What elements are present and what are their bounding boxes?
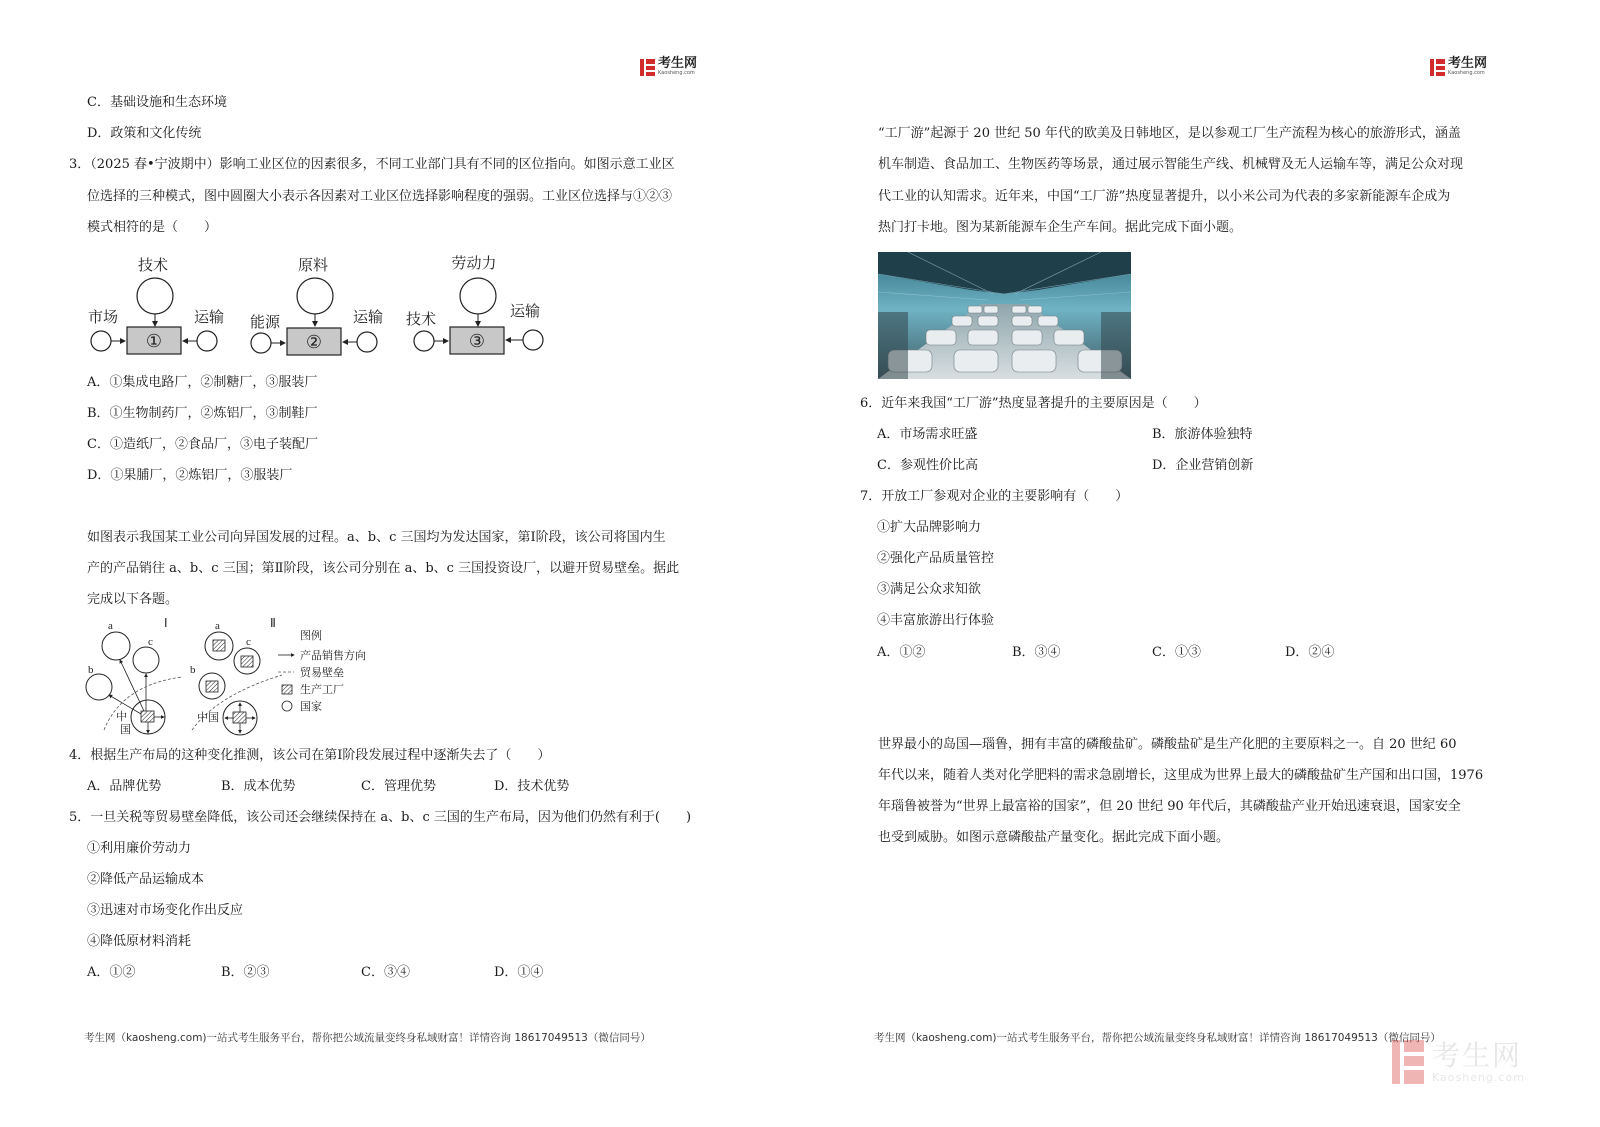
mode-1-right-label: 运输 xyxy=(193,310,225,326)
mode-2-number: ② xyxy=(305,332,323,352)
china-factory-stage1 xyxy=(141,711,154,722)
nauru-passage-line: 年代以来，随着人类对化学肥料的需求急剧增长，这里成为世界上最大的磷酸盐矿生产国和出口国，1976 xyxy=(878,768,1484,783)
page-footer-left: 考生网（kaosheng.com)一站式考生服务平台，帮你把公域流量变终身私域财富！详情咨询 18617049513（微信同号） xyxy=(84,1032,651,1044)
legend-factory-icon xyxy=(282,685,292,694)
mode-2 xyxy=(250,257,383,355)
q5-option-b: B．②③ xyxy=(221,965,270,980)
nauru-passage-line: 也受到威胁。如图示意磷酸盐产量变化。据此完成下面小题。 xyxy=(878,830,1230,845)
mode-3-number: ③ xyxy=(468,331,486,351)
mode-3-right-circle xyxy=(523,330,543,350)
q5-option-a: A．①② xyxy=(87,965,136,980)
page-footer-right: 考生网（kaosheng.com)一站式考生服务平台，帮你把公域流量变终身私域财富！详情咨询 18617049513（微信同号） xyxy=(874,1032,1441,1044)
q6-stem: 6．近年来我国“工厂游”热度显著提升的主要原因是（ ） xyxy=(860,396,1207,411)
nauru-passage-line: 世界最小的岛国—瑙鲁，拥有丰富的磷酸盐矿。磷酸盐矿是生产化肥的主要原料之一。自 20 世纪 60 xyxy=(878,737,1457,752)
q5-stem: 5．一旦关税等贸易壁垒降低，该公司还会继续保持在 a、b、c 三国的生产布局，因为他们仍然有利于( ) xyxy=(69,810,692,825)
q5-option-d: D．①④ xyxy=(494,965,544,980)
q4-stem: 4．根据生产布局的这种变化推测，该公司在第Ⅰ阶段发展过程中逐渐失去了（ ） xyxy=(69,748,551,763)
mode-1 xyxy=(88,257,224,354)
stage-2-label: Ⅱ xyxy=(270,616,276,630)
china-label-full: 中国 xyxy=(197,712,219,724)
passage2-line: 产的产品销往 a、b、c 三国；第Ⅱ阶段，该公司分别在 a、b、c 三国投资设厂，以避开贸易壁垒。据此 xyxy=(87,561,680,576)
factory-tour-passage-line: “工厂游”起源于 20 世纪 50 年代的欧美及日韩地区，是以参观工厂生产流程为核心的旅游形式，涵盖 xyxy=(878,126,1461,141)
factory-b xyxy=(206,681,218,692)
factory-tour-passage-line: 代工业的认知需求。近年来，中国“工厂游”热度显著提升，以小米公司为代表的多家新能源车企成为 xyxy=(878,189,1451,204)
mode-3-left-circle xyxy=(414,331,434,351)
q2-option-c: C．基础设施和生态环境 xyxy=(87,95,227,110)
watermark xyxy=(1392,1040,1525,1084)
country-a-label: a xyxy=(108,620,113,632)
factory-c xyxy=(241,656,253,667)
watermark-logo-icon xyxy=(1392,1040,1424,1084)
q4-option-d: D．技术优势 xyxy=(494,779,570,794)
china-factory-stage2 xyxy=(233,712,246,723)
logo-text: 考生网 xyxy=(658,56,698,71)
mode-1-left-circle xyxy=(91,331,111,351)
legend-factory: 生产工厂 xyxy=(300,684,344,696)
q2-option-d: D．政策和文化传统 xyxy=(87,126,202,141)
mode-2-right-label: 运输 xyxy=(352,310,384,326)
q7-option-c: C．①③ xyxy=(1152,645,1201,660)
q5-item: ①利用廉价劳动力 xyxy=(87,841,192,856)
q3-stem-line: 位选择的三种模式，图中圆圈大小表示各因素对工业区位选择影响程度的强弱。工业区位选择与①②③ xyxy=(87,189,673,204)
q5-item: ②降低产品运输成本 xyxy=(87,872,205,887)
legend-country: 国家 xyxy=(300,701,322,713)
mode-1-left-label: 市场 xyxy=(87,310,119,326)
q4-option-b: B．成本优势 xyxy=(221,779,296,794)
country-b-label: b xyxy=(190,664,196,676)
q3-stem-line: 3．（2025 春•宁波期中）影响工业区位的因素很多，不同工业部门具有不同的区位指向。如图示意工业区 xyxy=(69,157,675,172)
q4-option-a: A．品牌优势 xyxy=(87,779,162,794)
mode-3-right-label: 运输 xyxy=(509,304,541,320)
country-c-circle xyxy=(133,647,159,673)
legend-sales-direction: 产品销售方向 xyxy=(300,650,366,662)
q3-option-c: C．①造纸厂，②食品厂，③电子装配厂 xyxy=(87,437,318,452)
logo-mark-icon xyxy=(1430,59,1445,76)
q4-option-c: C．管理优势 xyxy=(361,779,436,794)
q3-option-b: B．①生物制药厂，②炼铝厂，③制鞋厂 xyxy=(87,406,318,421)
q5-item: ③迅速对市场变化作出反应 xyxy=(87,903,244,918)
logo-text: 考生网 xyxy=(1448,56,1488,71)
q6-option-c: C．参观性价比高 xyxy=(877,458,978,473)
country-a-label: a xyxy=(215,620,220,632)
country-a-circle xyxy=(102,632,130,660)
mode-2-left-label: 能源 xyxy=(249,315,281,331)
q5-option-c: C．③④ xyxy=(361,965,410,980)
country-c-label: c xyxy=(246,636,251,648)
factory-a xyxy=(213,640,225,651)
q7-option-a: A．①② xyxy=(877,645,926,660)
brand-logo xyxy=(640,58,697,76)
logo-mark-icon xyxy=(640,59,655,76)
nauru-passage-line: 年瑙鲁被誉为“世界上最富裕的国家”，但 20 世纪 90 年代后，其磷酸盐产业开始迅速衰退，国家安全 xyxy=(878,799,1461,814)
q7-item: ②强化产品质量管控 xyxy=(877,551,995,566)
china-label-1: 中 xyxy=(116,711,127,723)
q7-item: ③满足公众求知欲 xyxy=(877,582,982,597)
china-label-2: 国 xyxy=(120,724,131,736)
mode-3-top-circle xyxy=(460,278,496,314)
watermark-text: 考生网 xyxy=(1432,1038,1523,1072)
mode-1-top-circle xyxy=(137,278,173,314)
mode-3 xyxy=(406,254,543,354)
q7-option-d: D．②④ xyxy=(1285,645,1335,660)
industrial-location-modes-diagram xyxy=(85,250,550,360)
q3-option-a: A．①集成电路厂，②制糖厂，③服装厂 xyxy=(87,375,318,390)
passage2-line: 如图表示我国某工业公司向异国发展的过程。a、b、c 三国均为发达国家，第Ⅰ阶段，该公司将国内生 xyxy=(87,530,666,545)
country-c-label: c xyxy=(148,636,153,648)
q6-option-a: A．市场需求旺盛 xyxy=(877,427,978,442)
q7-item: ①扩大品牌影响力 xyxy=(877,520,982,535)
country-b-circle xyxy=(86,674,112,700)
mode-3-top-label: 劳动力 xyxy=(451,256,497,272)
q3-stem-line: 模式相符的是（ ） xyxy=(87,220,218,235)
country-b-label: b xyxy=(88,664,94,676)
mode-2-right-circle xyxy=(357,332,377,352)
q7-item: ④丰富旅游出行体验 xyxy=(877,613,995,628)
q5-item: ④降低原材料消耗 xyxy=(87,934,192,949)
mode-3-left-label: 技术 xyxy=(405,312,437,328)
passage2-line: 完成以下各题。 xyxy=(87,592,179,607)
ev-factory-workshop-photo xyxy=(878,252,1131,379)
mode-2-top-circle xyxy=(297,278,333,314)
factory-tour-passage-line: 机车制造、食品加工、生物医药等场景，通过展示智能生产线、机械臂及无人运输车等，满足公众对现 xyxy=(878,157,1464,172)
legend-country-icon xyxy=(282,701,292,711)
q7-option-b: B．③④ xyxy=(1012,645,1061,660)
q6-option-d: D．企业营销创新 xyxy=(1152,458,1254,473)
q6-option-b: B．旅游体验独特 xyxy=(1152,427,1253,442)
mode-2-left-circle xyxy=(251,333,271,353)
brand-logo xyxy=(1430,58,1487,76)
logo-subtext: Kaosheng.com xyxy=(1448,70,1485,76)
mode-1-number: ① xyxy=(145,331,163,351)
q3-option-d: D．①果脯厂，②炼铝厂，③服装厂 xyxy=(87,468,293,483)
q7-stem: 7．开放工厂参观对企业的主要影响有（ ） xyxy=(860,489,1129,504)
watermark-subtext: Kaosheng.com xyxy=(1432,1070,1525,1084)
mode-2-top-label: 原料 xyxy=(297,258,329,274)
legend-trade-barrier: 贸易壁垒 xyxy=(300,667,344,679)
mode-1-top-label: 技术 xyxy=(137,258,169,274)
logo-subtext: Kaosheng.com xyxy=(658,70,695,76)
mode-1-right-circle xyxy=(197,331,217,351)
stage-1-label: Ⅰ xyxy=(164,616,168,630)
company-expansion-diagram xyxy=(82,615,392,740)
factory-tour-passage-line: 热门打卡地。图为某新能源车企生产车间。据此完成下面小题。 xyxy=(878,220,1243,235)
legend-title: 图例 xyxy=(300,630,322,642)
